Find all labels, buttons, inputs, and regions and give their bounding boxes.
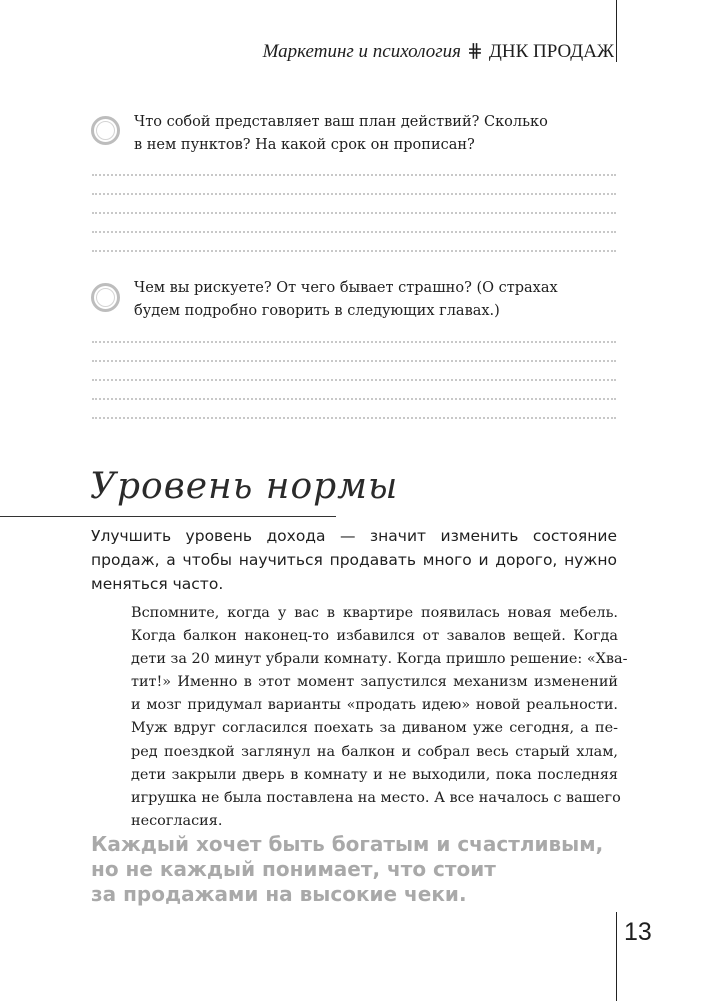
header-brand: ДНК ПРОДАЖ: [488, 41, 614, 62]
answer-line[interactable]: [92, 341, 616, 343]
body-paragraph: [131, 602, 628, 833]
question-line: Чем вы рискуете? От чего бывает страшно? (О страхах: [134, 280, 558, 296]
heading-underline: [0, 516, 336, 517]
paragraph-line: несогласия.: [131, 812, 223, 829]
section-heading: Уровень нормы: [90, 466, 399, 507]
page-number-rule: [616, 912, 617, 1001]
page-number: 13: [624, 918, 652, 946]
answer-line[interactable]: [92, 174, 616, 176]
paragraph-line: игрушка не была поставлена на место. А все началось с вашего: [131, 789, 621, 806]
pull-quote: [91, 832, 611, 907]
paragraph-line: дети за 20 минут убрали комнату. Когда пришло решение: «Хва-: [131, 651, 628, 668]
lead-paragraph: Улучшить уровень дохода — значит изменить состояние продаж, а чтобы научиться продавать много и дорого, нужно меняться часто.: [91, 527, 617, 593]
paragraph-line: Вспомните, когда у вас в квартире появилась новая мебель.: [131, 605, 618, 621]
answer-line[interactable]: [92, 360, 616, 362]
paragraph-line: дети закрыли дверь в комнату и не выходили, пока последняя: [131, 766, 618, 783]
running-header: [263, 40, 614, 63]
pull-quote-line: Каждый хочет быть богатым и счастливым,: [91, 832, 604, 856]
paragraph-line: Муж вдруг согласился поехать за диваном уже сегодня, а пе-: [131, 720, 618, 737]
answer-line[interactable]: [92, 379, 616, 381]
header-title: Маркетинг и психология: [262, 41, 461, 62]
answer-line[interactable]: [92, 193, 616, 195]
pull-quote-line: за продажами на высокие чеки.: [91, 882, 467, 906]
paragraph-line: Когда балкон наконец-то избавился от завалов вещей. Когда: [131, 628, 618, 645]
question-line: будем подробно говорить в следующих главах.): [134, 303, 500, 319]
paragraph-line: и мозг придумал варианты «продать идею» новой реальности.: [131, 697, 618, 714]
question-2: [134, 277, 604, 323]
question-line: в нем пунктов? На какой срок он прописан?: [134, 137, 475, 153]
paragraph-line: тит!» Именно в этот момент запустился механизм изменений: [131, 674, 618, 691]
answer-line[interactable]: [92, 398, 616, 400]
checkbox-circle-icon[interactable]: [91, 283, 120, 312]
checkbox-circle-icon[interactable]: [91, 116, 120, 145]
pull-quote-line: но не каждый понимает, что стоит: [91, 857, 496, 881]
answer-line[interactable]: [92, 250, 616, 252]
header-separator-icon: ⋕: [466, 41, 483, 62]
answer-line[interactable]: [92, 417, 616, 419]
question-1: [134, 111, 604, 157]
header-rule: [616, 0, 617, 62]
paragraph-line: ред поездкой заглянул на балкон и собрал весь старый хлам,: [131, 743, 618, 760]
question-line: Что собой представляет ваш план действий? Сколько: [134, 114, 548, 130]
answer-line[interactable]: [92, 231, 616, 233]
answer-line[interactable]: [92, 212, 616, 214]
